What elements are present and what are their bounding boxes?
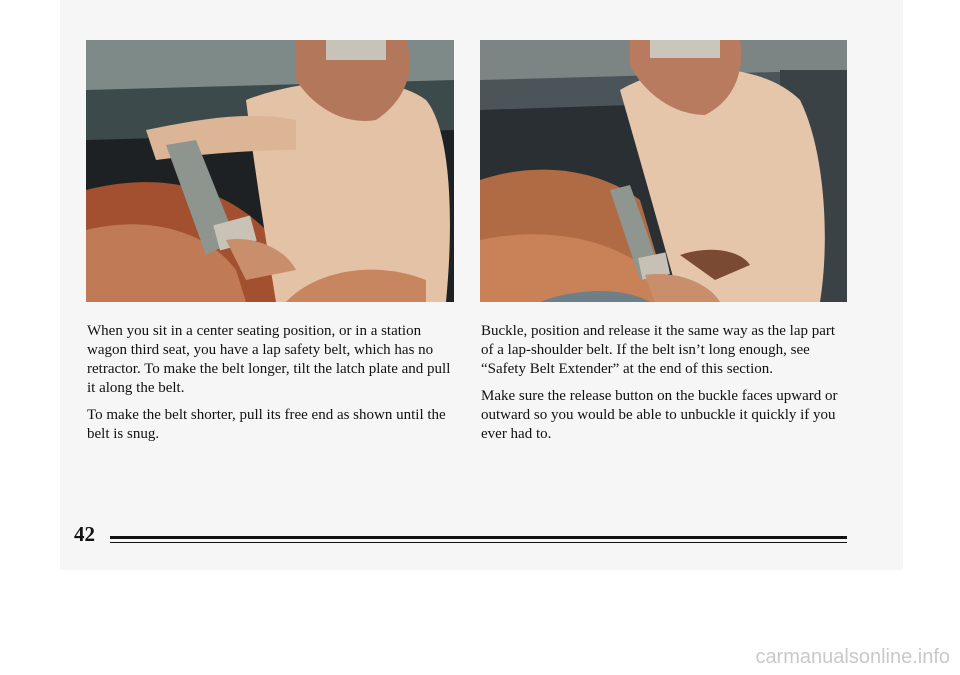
illustration-man-buckling-belt <box>480 40 847 302</box>
photo-buckling-lap-belt <box>480 40 847 302</box>
photo-adjusting-lap-belt <box>86 40 454 302</box>
page-number: 42 <box>74 522 95 546</box>
right-paragraph-2: Make sure the release button on the buckle faces upward or outward so you would be able to unbuckle it quickly if you ever had to. <box>481 388 838 442</box>
right-paragraph-1: Buckle, position and release it the same way as the lap part of a lap-shoulder belt. If the belt isn’t long enough, see “Safety Belt Extender” at the end of this section. <box>481 323 836 377</box>
left-text-column <box>87 322 457 452</box>
site-watermark[interactable]: carmanualsonline.info <box>755 646 950 668</box>
footer-rule-thick <box>110 536 847 539</box>
manual-page <box>60 0 903 570</box>
illustration-man-pulling-belt <box>86 40 454 302</box>
right-text-column <box>481 322 851 452</box>
footer-rule-thin <box>110 542 847 543</box>
left-paragraph-1: When you sit in a center seating position, or in a station wagon third seat, you have a lap safety belt, which has no retractor. To make the belt longer, tilt the latch plate and pull it along the belt. <box>87 323 451 396</box>
left-paragraph-2: To make the belt shorter, pull its free end as shown until the belt is snug. <box>87 407 446 442</box>
